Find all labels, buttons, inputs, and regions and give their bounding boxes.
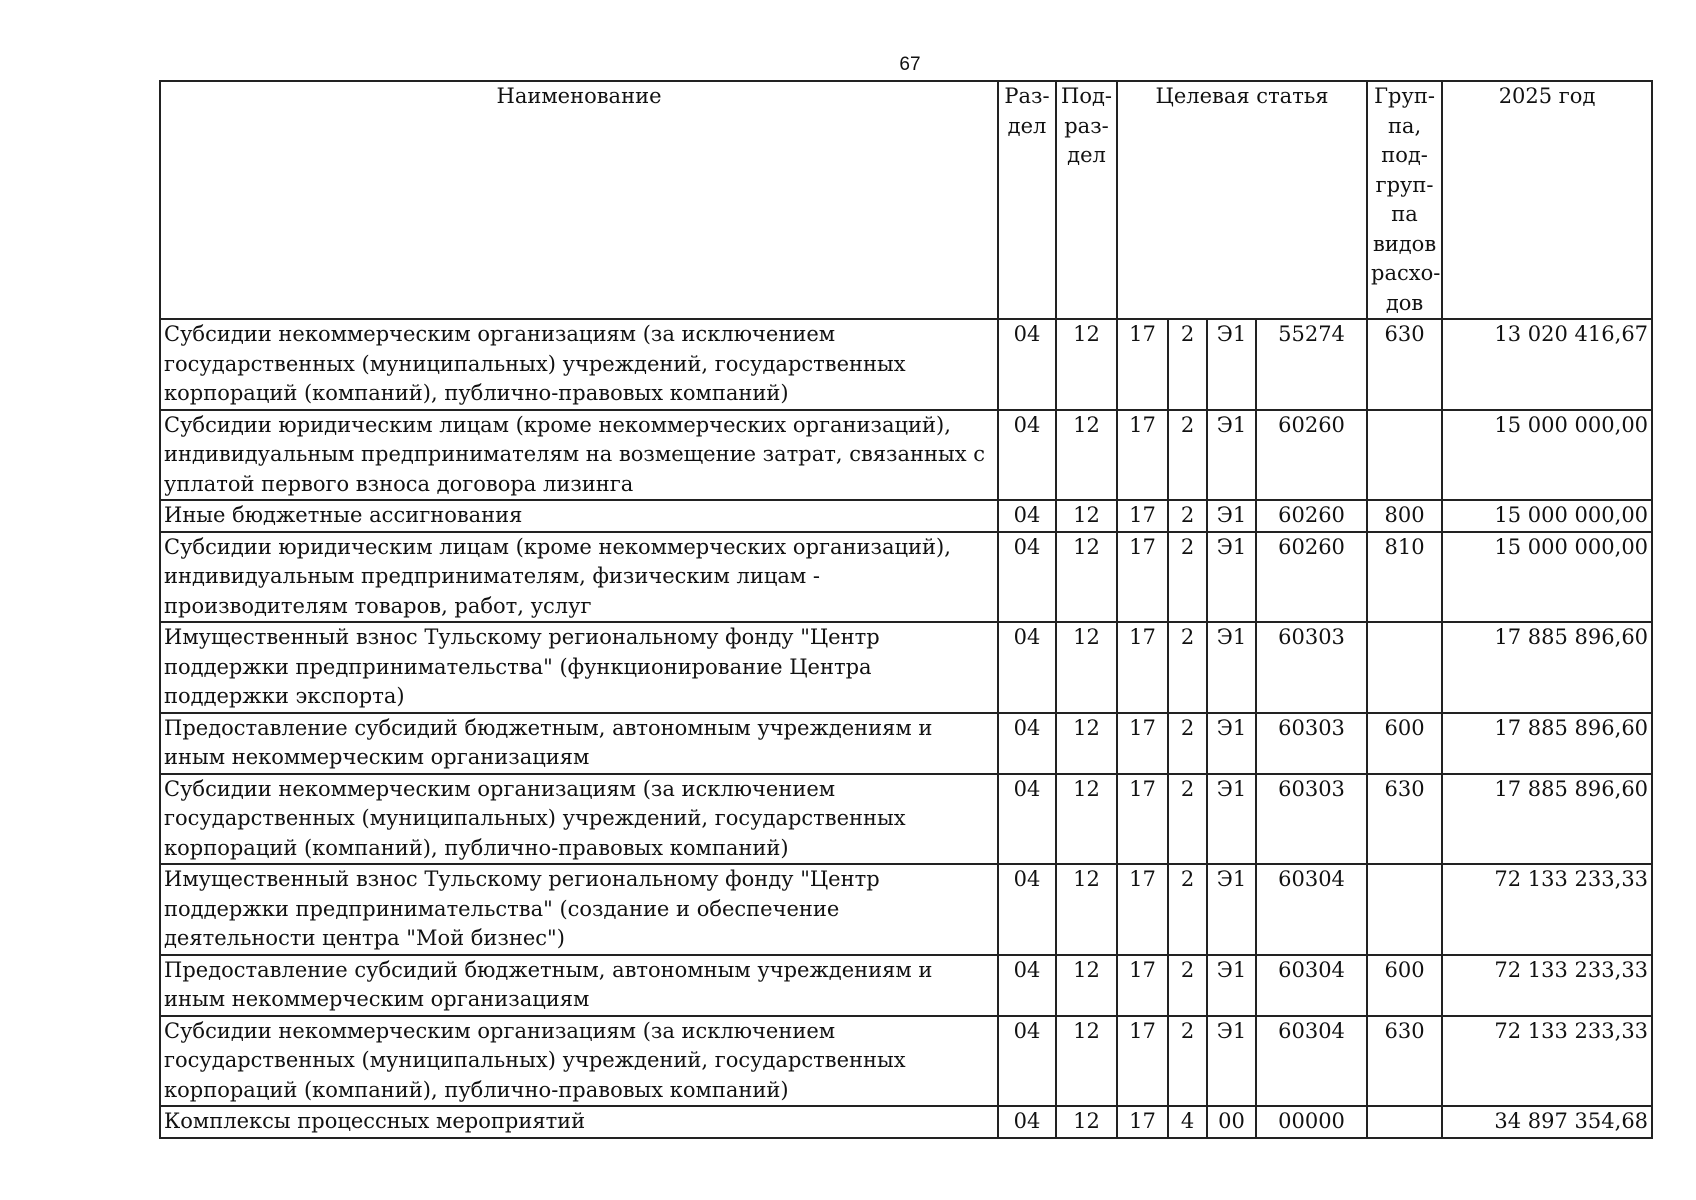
cell-podrazdel: 12 <box>1056 500 1117 532</box>
cell-amount-2025: 72 133 233,33 <box>1442 955 1652 1016</box>
cell-expense-group <box>1367 864 1442 955</box>
cell-name: Субсидии юридическим лицам (кроме некоммерческих организаций), индивидуальным предпринимателям на возмещение затрат, связанных с уплатой первого взноса договора лизинга <box>160 410 998 501</box>
header-razdel <box>998 81 1056 319</box>
cell-target-type: 2 <box>1168 410 1207 501</box>
cell-podrazdel: 12 <box>1056 713 1117 774</box>
cell-expense-group: 810 <box>1367 532 1442 623</box>
cell-target-direction: 60303 <box>1256 774 1367 865</box>
cell-podrazdel: 12 <box>1056 864 1117 955</box>
cell-target-type: 2 <box>1168 713 1207 774</box>
cell-target-type: 4 <box>1168 1106 1207 1138</box>
cell-expense-group: 600 <box>1367 955 1442 1016</box>
cell-amount-2025: 34 897 354,68 <box>1442 1106 1652 1138</box>
cell-target-program: 17 <box>1117 713 1168 774</box>
cell-razdel: 04 <box>998 713 1056 774</box>
header-row <box>160 81 1652 319</box>
cell-podrazdel: 12 <box>1056 955 1117 1016</box>
cell-target-project: Э1 <box>1207 410 1256 501</box>
cell-target-project: Э1 <box>1207 532 1256 623</box>
cell-target-direction: 60260 <box>1256 500 1367 532</box>
cell-razdel: 04 <box>998 955 1056 1016</box>
cell-podrazdel: 12 <box>1056 532 1117 623</box>
cell-name: Имущественный взнос Тульскому региональному фонду "Центр поддержки предпринимательства" (функционирование Центра поддержки экспорта) <box>160 622 998 713</box>
page-number: 67 <box>899 54 921 75</box>
cell-target-type: 2 <box>1168 864 1207 955</box>
cell-target-project: Э1 <box>1207 774 1256 865</box>
cell-target-project: Э1 <box>1207 864 1256 955</box>
table-row <box>160 864 1652 955</box>
table-row <box>160 713 1652 774</box>
table-row <box>160 1106 1652 1138</box>
cell-target-program: 17 <box>1117 532 1168 623</box>
cell-target-type: 2 <box>1168 500 1207 532</box>
cell-razdel: 04 <box>998 532 1056 623</box>
cell-target-project: 00 <box>1207 1106 1256 1138</box>
cell-podrazdel: 12 <box>1056 622 1117 713</box>
header-podrazdel-text: Под- раз- дел <box>1061 84 1112 167</box>
cell-name: Иные бюджетные ассигнования <box>160 500 998 532</box>
cell-target-direction: 60304 <box>1256 955 1367 1016</box>
cell-target-program: 17 <box>1117 1016 1168 1107</box>
cell-expense-group: 800 <box>1367 500 1442 532</box>
cell-expense-group <box>1367 622 1442 713</box>
table-row <box>160 774 1652 865</box>
header-year: 2025 год <box>1442 81 1652 319</box>
cell-target-program: 17 <box>1117 319 1168 410</box>
cell-amount-2025: 15 000 000,00 <box>1442 500 1652 532</box>
cell-podrazdel: 12 <box>1056 319 1117 410</box>
cell-target-program: 17 <box>1117 410 1168 501</box>
cell-name: Предоставление субсидий бюджетным, автономным учреждениям и иным некоммерческим организациям <box>160 713 998 774</box>
cell-amount-2025: 15 000 000,00 <box>1442 532 1652 623</box>
cell-expense-group <box>1367 1106 1442 1138</box>
cell-target-program: 17 <box>1117 774 1168 865</box>
cell-target-project: Э1 <box>1207 1016 1256 1107</box>
cell-razdel: 04 <box>998 622 1056 713</box>
cell-target-project: Э1 <box>1207 713 1256 774</box>
header-group <box>1367 81 1442 319</box>
cell-target-type: 2 <box>1168 774 1207 865</box>
cell-target-direction: 60303 <box>1256 622 1367 713</box>
cell-target-type: 2 <box>1168 532 1207 623</box>
cell-target-program: 17 <box>1117 622 1168 713</box>
budget-table <box>159 80 1653 1139</box>
cell-amount-2025: 13 020 416,67 <box>1442 319 1652 410</box>
cell-expense-group <box>1367 410 1442 501</box>
table-body <box>160 319 1652 1138</box>
cell-expense-group: 600 <box>1367 713 1442 774</box>
cell-razdel: 04 <box>998 319 1056 410</box>
cell-razdel: 04 <box>998 774 1056 865</box>
table-row <box>160 1016 1652 1107</box>
cell-target-direction: 60260 <box>1256 532 1367 623</box>
cell-target-type: 2 <box>1168 319 1207 410</box>
cell-target-direction: 55274 <box>1256 319 1367 410</box>
cell-target-project: Э1 <box>1207 622 1256 713</box>
cell-target-project: Э1 <box>1207 319 1256 410</box>
cell-podrazdel: 12 <box>1056 1106 1117 1138</box>
cell-razdel: 04 <box>998 1106 1056 1138</box>
cell-name: Комплексы процессных мероприятий <box>160 1106 998 1138</box>
cell-target-type: 2 <box>1168 622 1207 713</box>
cell-target-direction: 60304 <box>1256 864 1367 955</box>
cell-expense-group: 630 <box>1367 1016 1442 1107</box>
cell-target-program: 17 <box>1117 864 1168 955</box>
cell-name: Субсидии некоммерческим организациям (за исключением государственных (муниципальных) учреждений, государственных корпораций (компаний), публично-правовых компаний) <box>160 774 998 865</box>
cell-target-direction: 60303 <box>1256 713 1367 774</box>
cell-target-project: Э1 <box>1207 500 1256 532</box>
cell-podrazdel: 12 <box>1056 1016 1117 1107</box>
cell-podrazdel: 12 <box>1056 774 1117 865</box>
cell-target-type: 2 <box>1168 955 1207 1016</box>
header-group-text: Груп- па, под- груп- па видов расхо- дов <box>1371 84 1441 315</box>
cell-razdel: 04 <box>998 864 1056 955</box>
header-podrazdel <box>1056 81 1117 319</box>
cell-expense-group: 630 <box>1367 319 1442 410</box>
cell-amount-2025: 17 885 896,60 <box>1442 622 1652 713</box>
cell-name: Субсидии некоммерческим организациям (за исключением государственных (муниципальных) учреждений, государственных корпораций (компаний), публично-правовых компаний) <box>160 1016 998 1107</box>
cell-razdel: 04 <box>998 500 1056 532</box>
cell-name: Субсидии юридическим лицам (кроме некоммерческих организаций), индивидуальным предпринимателям, физическим лицам - производителям товаров, работ, услуг <box>160 532 998 623</box>
cell-razdel: 04 <box>998 1016 1056 1107</box>
table-row <box>160 500 1652 532</box>
table-row <box>160 622 1652 713</box>
table-header <box>160 81 1652 319</box>
cell-target-project: Э1 <box>1207 955 1256 1016</box>
cell-expense-group: 630 <box>1367 774 1442 865</box>
cell-name: Имущественный взнос Тульскому региональному фонду "Центр поддержки предпринимательства" (создание и обеспечение деятельности центра "Мой бизнес") <box>160 864 998 955</box>
cell-target-program: 17 <box>1117 1106 1168 1138</box>
cell-amount-2025: 72 133 233,33 <box>1442 1016 1652 1107</box>
cell-target-program: 17 <box>1117 500 1168 532</box>
header-name: Наименование <box>160 81 998 319</box>
header-target: Целевая статья <box>1117 81 1367 319</box>
cell-target-direction: 00000 <box>1256 1106 1367 1138</box>
cell-target-program: 17 <box>1117 955 1168 1016</box>
cell-target-direction: 60260 <box>1256 410 1367 501</box>
cell-amount-2025: 17 885 896,60 <box>1442 774 1652 865</box>
header-razdel-text: Раз- дел <box>1004 84 1050 138</box>
cell-amount-2025: 17 885 896,60 <box>1442 713 1652 774</box>
table-row <box>160 410 1652 501</box>
cell-razdel: 04 <box>998 410 1056 501</box>
cell-podrazdel: 12 <box>1056 410 1117 501</box>
table-row <box>160 955 1652 1016</box>
cell-amount-2025: 72 133 233,33 <box>1442 864 1652 955</box>
table-row <box>160 532 1652 623</box>
cell-amount-2025: 15 000 000,00 <box>1442 410 1652 501</box>
table-row <box>160 319 1652 410</box>
cell-name: Предоставление субсидий бюджетным, автономным учреждениям и иным некоммерческим организациям <box>160 955 998 1016</box>
cell-name: Субсидии некоммерческим организациям (за исключением государственных (муниципальных) учреждений, государственных корпораций (компаний), публично-правовых компаний) <box>160 319 998 410</box>
cell-target-direction: 60304 <box>1256 1016 1367 1107</box>
cell-target-type: 2 <box>1168 1016 1207 1107</box>
